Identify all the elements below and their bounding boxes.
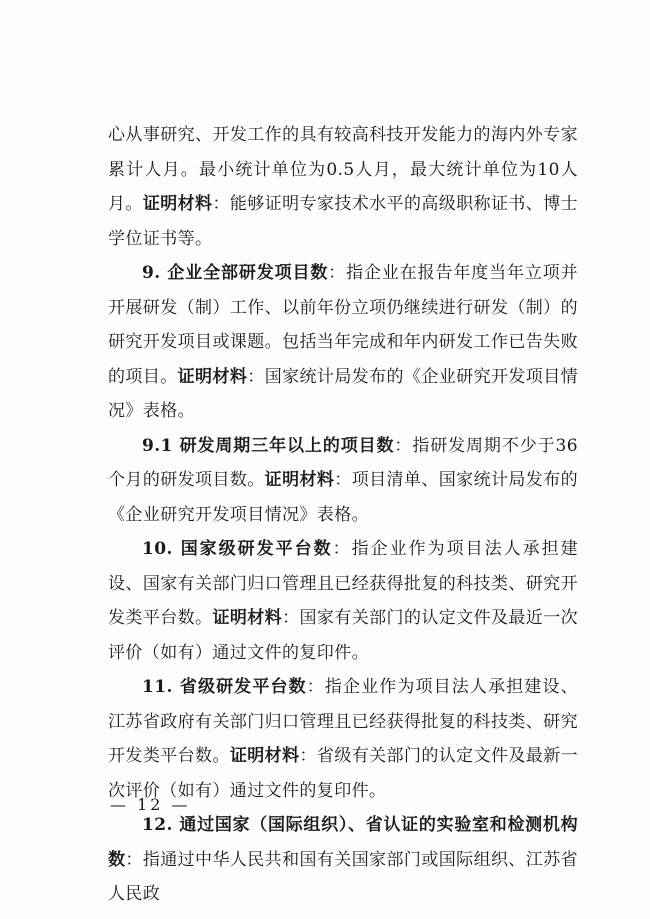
paragraph-text: ：省级有关部门的认定文件及最新一次评价（如有）通过文件的复印件。 — [108, 746, 578, 801]
paragraph-text: ：指企业作为项目法人承担建设、江苏省政府有关部门归口管理且已经获得批复的科技类、研究开发类平台数。 — [108, 677, 578, 766]
paragraph-text: ：能够证明专家技术水平的高级职称证书、博士学位证书等。 — [108, 194, 578, 249]
body-text — [108, 118, 578, 912]
bold-term: 11. 省级研发平台数 — [142, 677, 307, 697]
paragraph — [108, 808, 578, 912]
paragraph-text: 心从事研究、开发工作的具有较高科技开发能力的海内外专家累计人月。最小统计单位为0.5人月，最大统计单位为10人月。 — [108, 125, 578, 214]
paragraph — [108, 429, 578, 533]
paragraph-text: ：项目清单、国家统计局发布的《企业研究开发项目情况》表格。 — [108, 470, 578, 525]
bold-term: 12. 通过国家（国际组织）、省认证的实验室和检测机构数 — [108, 815, 578, 870]
bold-term: 证明材料 — [177, 366, 248, 387]
bold-term: 证明材料 — [264, 470, 335, 490]
paragraph — [108, 118, 578, 256]
paragraph — [108, 670, 578, 808]
paragraph-text: ：指研发周期不少于36个月的研发项目数。 — [108, 435, 578, 490]
bold-term: 9.1 研发周期三年以上的项目数 — [142, 435, 395, 456]
paragraph-text: ：国家有关部门的认定文件及最近一次评价（如有）通过文件的复印件。 — [108, 608, 578, 663]
bold-term: 10. 国家级研发平台数 — [142, 539, 333, 559]
bold-term: 9. 企业全部研发项目数 — [142, 263, 329, 283]
paragraph-text: ：指企业在报告年度当年立项并开展研发（制）工作、以前年份立项仍继续进行研发（制）的研究开发项目或课题。包括当年完成和年内研发工作已告失败的项目。 — [108, 263, 578, 387]
bold-term: 证明材料 — [142, 194, 213, 214]
page-number: — 12 — — [110, 795, 191, 814]
paragraph — [108, 532, 578, 670]
paragraph — [108, 256, 578, 429]
paragraph-text: ：国家统计局发布的《企业研究开发项目情况》表格。 — [108, 366, 578, 421]
paragraph-text: ：指通过中华人民共和国有关国家部门或国际组织、江苏省人民政 — [108, 849, 579, 904]
bold-term: 证明材料 — [229, 746, 300, 766]
bold-term: 证明材料 — [212, 608, 283, 628]
paragraph-text: ：指企业作为项目法人承担建设、国家有关部门归口管理且已经获得批复的科技类、研究开发类平台数。 — [108, 539, 578, 628]
